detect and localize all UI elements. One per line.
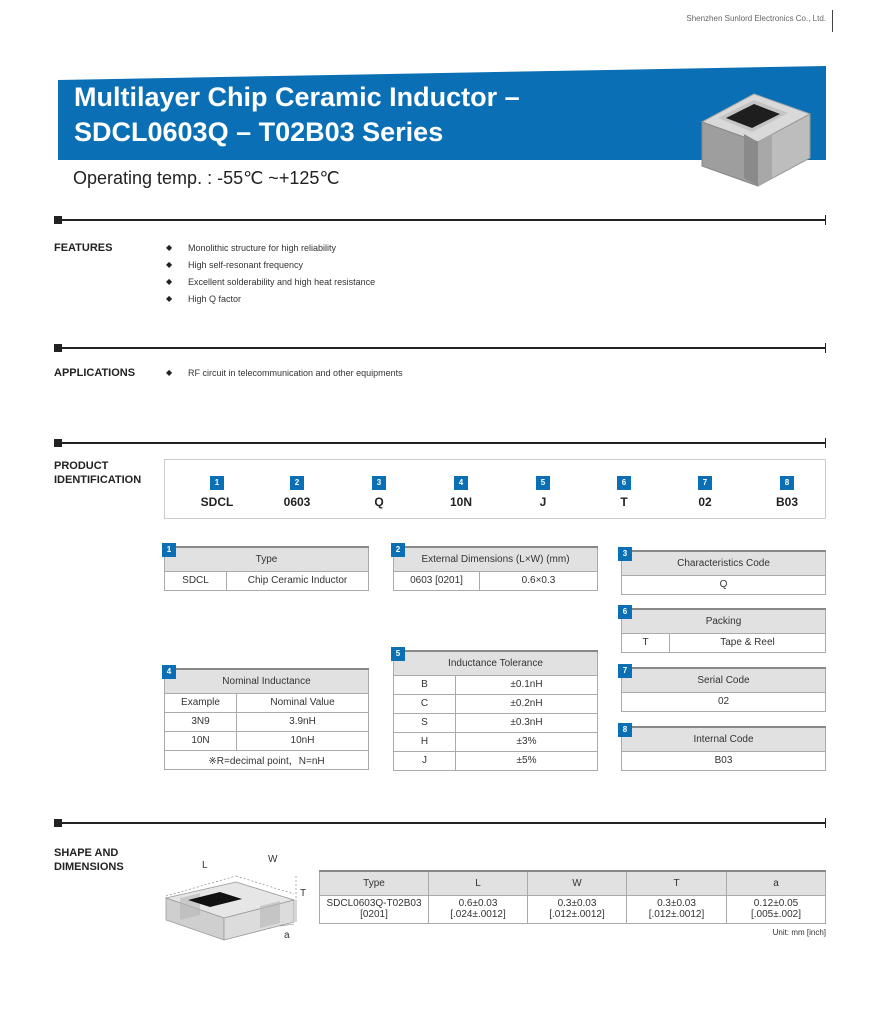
section-divider — [54, 442, 826, 444]
header-divider — [832, 10, 833, 32]
table-cell: ±5% — [456, 751, 598, 770]
table-cell: 3N9 — [165, 712, 237, 731]
table-header: Serial Code — [622, 668, 826, 692]
code-part-value: 10N — [449, 495, 472, 509]
number-badge: 3 — [618, 547, 632, 561]
number-badge: 5 — [391, 647, 405, 661]
product-id-label — [54, 459, 141, 487]
table-cell: S — [394, 713, 456, 732]
table-cell: B — [394, 675, 456, 694]
number-badge: 7 — [618, 664, 632, 678]
section-divider — [54, 822, 826, 824]
number-badge: 2 — [290, 476, 304, 490]
table-cell: ±0.2nH — [456, 694, 598, 713]
table-header: Characteristics Code — [622, 551, 826, 575]
table-cell: Example — [165, 693, 237, 712]
table-cell: 3.9nH — [237, 712, 369, 731]
code-part — [594, 472, 654, 509]
table-cell: 0603 [0201] — [394, 571, 480, 590]
section-divider — [54, 219, 826, 221]
table-header: W — [528, 871, 627, 895]
features-label: FEATURES — [54, 242, 113, 254]
code-part — [757, 472, 817, 509]
table-note: ※R=decimal point，N=nH — [165, 750, 369, 769]
code-part-value: SDCL — [200, 495, 234, 509]
number-badge: 6 — [618, 605, 632, 619]
code-part — [675, 472, 735, 509]
number-badge: 6 — [617, 476, 631, 490]
table-header: Internal Code — [622, 727, 826, 751]
table-header: Packing — [622, 609, 826, 633]
external-dimensions-table — [393, 546, 598, 591]
number-badge: 7 — [698, 476, 712, 490]
table-cell: 10N — [165, 731, 237, 750]
number-badge: 3 — [372, 476, 386, 490]
table-cell — [320, 895, 429, 923]
serial-code-table — [621, 667, 826, 712]
code-part-value: B03 — [775, 495, 798, 509]
table-cell: ±0.3nH — [456, 713, 598, 732]
code-part — [431, 472, 491, 509]
table-cell: ±3% — [456, 732, 598, 751]
cell-line: 0.3±0.03 — [557, 898, 597, 909]
product-id-label-line-2: IDENTIFICATION — [54, 474, 142, 486]
table-cell: Chip Ceramic Inductor — [227, 571, 369, 590]
table-cell — [727, 895, 826, 923]
table-cell: ±0.1nH — [456, 675, 598, 694]
code-part-value: 02 — [698, 495, 712, 509]
company-name: Shenzhen Sunlord Electronics Co., Ltd. — [686, 14, 826, 23]
table-cell: Tape & Reel — [670, 633, 826, 652]
cell-line: [.012±.0012] — [648, 909, 705, 920]
shape-dimensions-label — [54, 846, 124, 874]
cell-line: 0.12±0.05 — [753, 898, 799, 909]
list-item: ◆ High Q factor — [166, 293, 375, 310]
table-header: External Dimensions (L×W) (mm) — [394, 547, 598, 571]
cell-line: SDCL0603Q-T02B03 — [326, 898, 422, 909]
table-header: T — [627, 871, 727, 895]
cell-line: [.024±.0012] — [450, 909, 506, 920]
table-cell: 0.6×0.3 — [480, 571, 598, 590]
code-part-value: 0603 — [283, 495, 311, 509]
features-list — [166, 242, 375, 310]
code-part — [187, 472, 247, 509]
table-header: L — [429, 871, 528, 895]
table-header: Inductance Tolerance — [394, 651, 598, 675]
number-badge: 8 — [618, 723, 632, 737]
internal-code-table — [621, 726, 826, 771]
number-badge: 2 — [391, 543, 405, 557]
page-title — [74, 80, 520, 150]
product-code-box — [164, 459, 826, 519]
table-cell: SDCL — [165, 571, 227, 590]
packing-table — [621, 608, 826, 653]
table-header: Type — [320, 871, 429, 895]
code-part-value: T — [620, 495, 628, 509]
chip-dimension-diagram — [160, 846, 320, 946]
number-badge: 5 — [536, 476, 550, 490]
applications-label: APPLICATIONS — [54, 367, 136, 379]
dimensions-table — [319, 870, 826, 924]
shape-label-line-2: DIMENSIONS — [54, 861, 124, 873]
code-part — [267, 472, 327, 509]
code-part — [349, 472, 409, 509]
inductance-tolerance-table — [393, 650, 598, 771]
cell-line: [.005±.002] — [751, 909, 801, 920]
number-badge: 1 — [162, 543, 176, 557]
table-cell: B03 — [622, 751, 826, 770]
table-cell: 10nH — [237, 731, 369, 750]
terminal-label: a — [284, 930, 290, 941]
type-table — [164, 546, 369, 591]
table-cell — [627, 895, 727, 923]
list-item: ◆ High self-resonant frequency — [166, 259, 375, 276]
table-header: Nominal Inductance — [165, 669, 369, 693]
code-part-value: Q — [374, 495, 384, 509]
cell-line: [0201] — [360, 909, 388, 920]
product-id-label-line-1: PRODUCT — [54, 460, 109, 472]
width-label: W — [268, 854, 278, 865]
cell-line: 0.6±0.03 — [458, 898, 498, 909]
list-item: ◆ Monolithic structure for high reliability — [166, 242, 375, 259]
shape-label-line-1: SHAPE AND — [54, 847, 119, 859]
table-cell: Q — [622, 575, 826, 594]
operating-temp: Operating temp. : -55℃ ~+125℃ — [73, 168, 340, 188]
number-badge: 1 — [210, 476, 224, 490]
table-header: Type — [165, 547, 369, 571]
title-line-2: SDCL0603Q – T02B03 Series — [74, 117, 444, 147]
section-divider — [54, 347, 826, 349]
unit-note: Unit: mm [inch] — [772, 928, 826, 937]
list-item: ◆ Excellent solderability and high heat resistance — [166, 276, 375, 293]
code-part — [513, 472, 573, 509]
number-badge: 4 — [162, 665, 176, 679]
cell-line: 0.3±0.03 — [657, 898, 696, 909]
table-cell — [528, 895, 627, 923]
table-cell: C — [394, 694, 456, 713]
table-cell: T — [622, 633, 670, 652]
table-cell: 02 — [622, 692, 826, 711]
table-cell: H — [394, 732, 456, 751]
table-cell: Nominal Value — [237, 693, 369, 712]
number-badge: 8 — [780, 476, 794, 490]
list-item: ◆ RF circuit in telecommunication and other equipments — [166, 367, 403, 384]
applications-list — [166, 367, 403, 384]
title-line-1: Multilayer Chip Ceramic Inductor – — [74, 82, 520, 112]
table-cell: J — [394, 751, 456, 770]
chip-inductor-icon — [692, 80, 822, 190]
thickness-label: T — [300, 888, 307, 899]
table-header: a — [727, 871, 826, 895]
number-badge: 4 — [454, 476, 468, 490]
code-part-value: J — [539, 495, 547, 509]
length-label: L — [202, 860, 208, 871]
nominal-inductance-table — [164, 668, 369, 770]
table-cell — [429, 895, 528, 923]
characteristics-code-table — [621, 550, 826, 595]
cell-line: [.012±.0012] — [549, 909, 605, 920]
